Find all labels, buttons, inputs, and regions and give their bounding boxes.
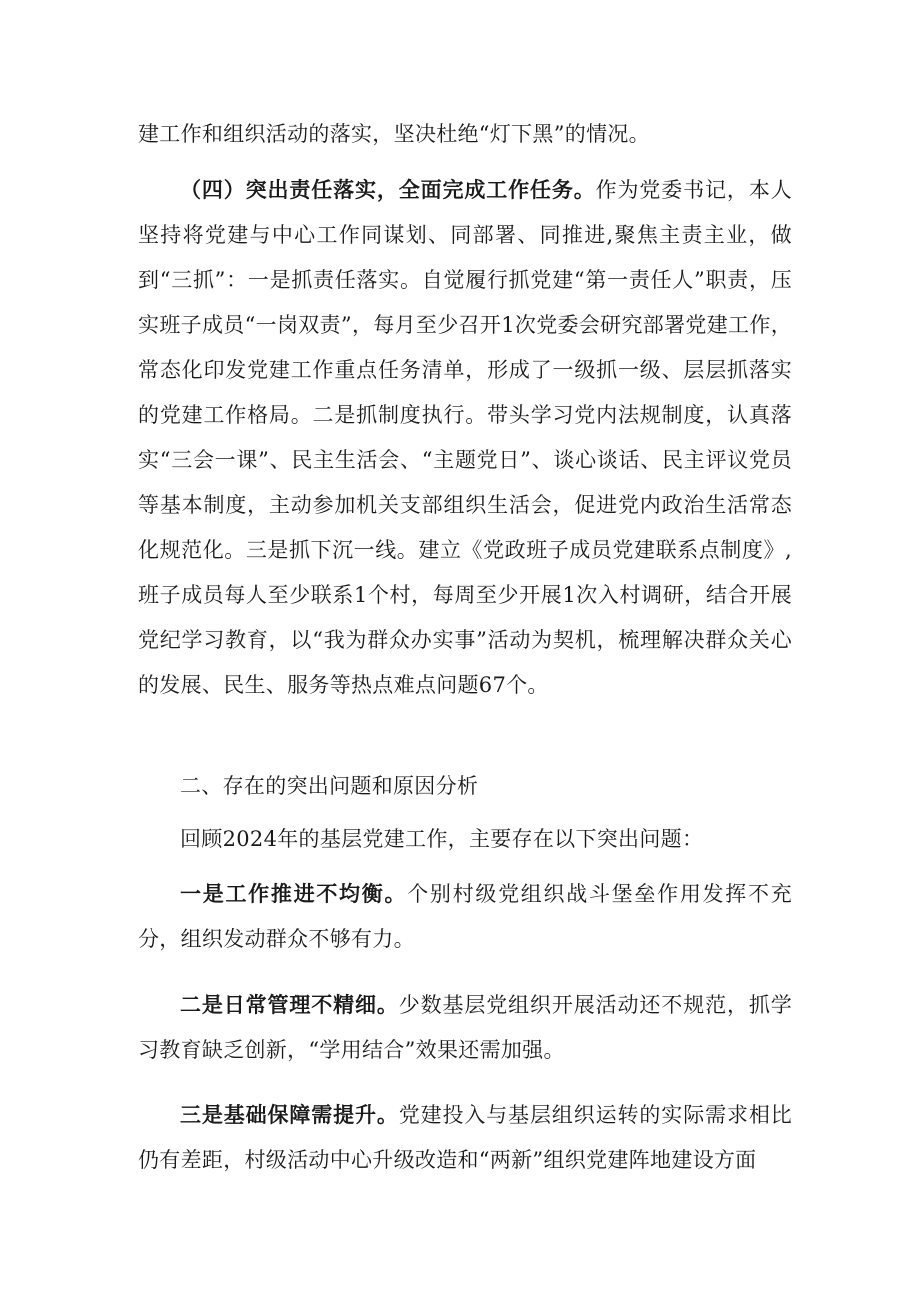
section-four-lead: （四）突出责任落实，全面完成工作任务。 [180, 178, 596, 202]
section-two-heading [180, 764, 478, 809]
problem-lead: 一是工作推进不均衡。 [180, 882, 408, 906]
problem-body: 个别村级党组织战斗堡垒作用发挥不充分，组织发动群众不够有力。 [138, 882, 793, 951]
intro-text: 回顾2024年的基层党建工作，主要存在以下突出问题： [180, 827, 704, 851]
section-four-body: 作为党委书记，本人坚持将党建与中心工作同谋划、同部署、同推进,聚焦主责主业，做到“三抓”：一是抓责任落实。自觉履行抓党建“第一责任人”职责，压实班子成员“一岗双责”，每月至少召开1次党委会研究部署党建工作，常态化印发党建工作重点任务清单，形成了一级抓一级、层层抓落实的党建工作格局。二是抓制度执行。带头学习党内法规制度，认真落实“三会一课”、民主生活会、“主题党日”、谈心谈话、民主评议党员等基本制度，主动参加机关支部组织生活会，促进党内政治生活常态化规范化。三是抓下沉一线。建立《党政班子成员党建联系点制度》,班子成员每人至少联系1个村，每周至少开展1次入村调研，结合开展党纪学习教育，以“我为群众办实事”活动为契机，梳理解决群众关心的发展、民生、服务等热点难点问题67个。 [138, 178, 792, 697]
continuation-paragraph [138, 112, 792, 157]
section-heading-text: 二、存在的突出问题和原因分析 [180, 774, 479, 798]
problem-paragraph [138, 1093, 792, 1183]
problem-body: 少数基层党组织开展活动还不规范，抓学习教育缺乏创新，“学用结合”效果还需加强。 [138, 993, 792, 1062]
section-four-paragraph [138, 168, 792, 708]
problem-body: 党建投入与基层组织运转的实际需求相比仍有差距，村级活动中心升级改造和“两新”组织党建阵地建设方面 [138, 1103, 792, 1172]
paragraph-text: 建工作和组织活动的落实，坚决杜绝“灯下黑”的情况。 [138, 122, 650, 146]
intro-paragraph [180, 817, 703, 862]
problem-lead: 二是日常管理不精细。 [180, 993, 399, 1017]
problem-paragraph [138, 983, 792, 1073]
problem-paragraph [138, 872, 792, 962]
problem-lead: 三是基础保障需提升。 [180, 1103, 399, 1127]
